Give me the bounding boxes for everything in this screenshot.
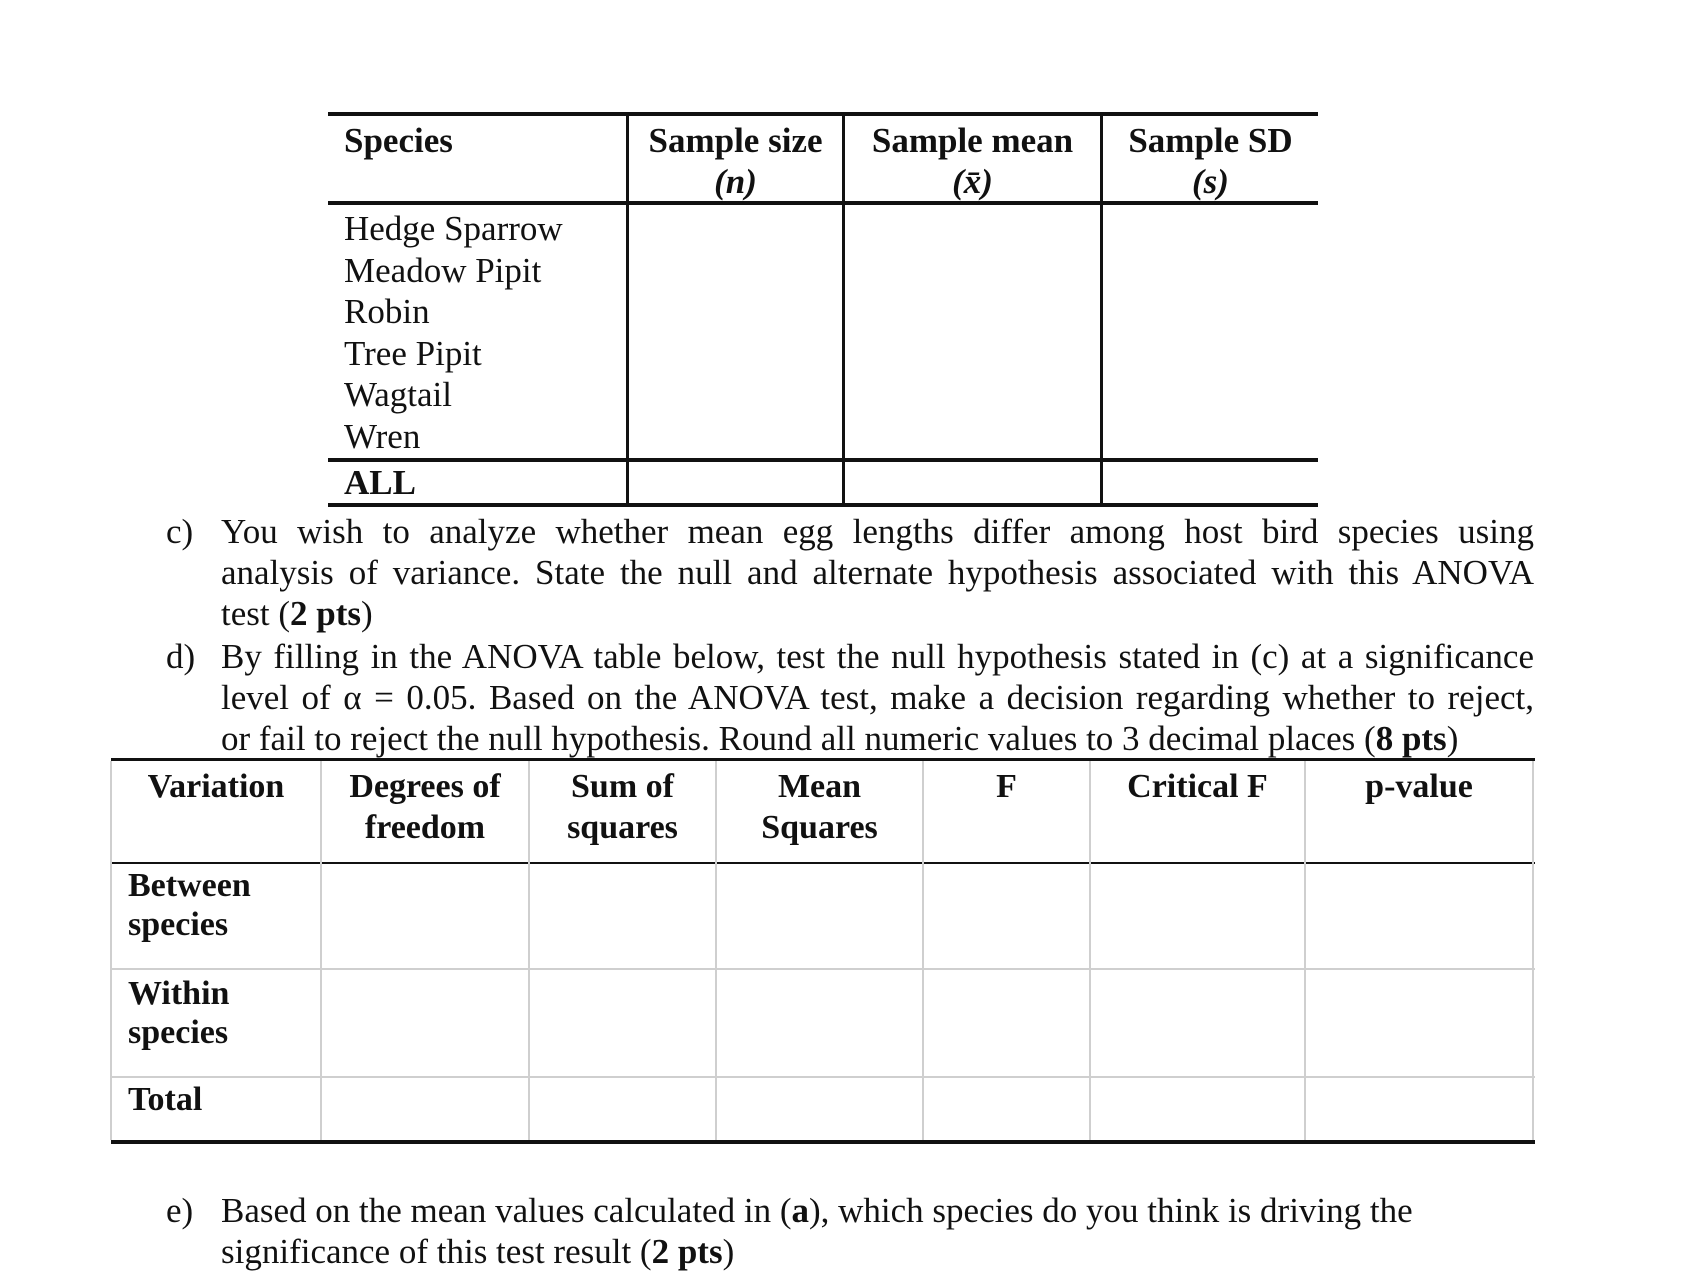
species-item: Tree Pipit	[344, 333, 482, 373]
anova-col-rule	[1089, 761, 1091, 1140]
p-value-header: p-value	[1365, 768, 1473, 805]
question-e-line: Based on the mean values calculated in (a), which species do you think is driving the	[221, 1191, 1413, 1230]
species-header: Species	[344, 121, 453, 160]
species-table-bottom-rule	[328, 503, 1318, 507]
question-d-line: By filling in the ANOVA table below, test the null hypothesis stated in (c) at a significance	[221, 637, 1534, 676]
species-list	[344, 208, 614, 457]
species-item: Wagtail	[344, 375, 452, 414]
sample-mean-header	[845, 120, 1100, 202]
points-label: 2 pts	[651, 1232, 723, 1271]
question-d-line: level of α = 0.05. Based on the ANOVA test, make a decision regarding whether to reject,	[221, 678, 1534, 717]
species-item: Hedge Sparrow	[344, 209, 563, 248]
species-item: Robin	[344, 292, 430, 331]
species-item: Wren	[344, 416, 421, 456]
sum-of-squares-header: Sum of squares	[567, 768, 678, 846]
total-label: Total	[128, 1081, 203, 1118]
sample-sd-label: Sample SD	[1128, 121, 1293, 160]
question-c-line: You wish to analyze whether mean egg lengths differ among host bird species using	[221, 512, 1534, 551]
within-species-label: Within species	[128, 975, 230, 1051]
sample-size-symbol: (n)	[714, 162, 757, 201]
anova-bottom-rule	[111, 1140, 1535, 1144]
sample-mean-label: Sample mean	[871, 121, 1074, 160]
anova-col-rule	[1304, 761, 1306, 1140]
part-ref: a	[791, 1191, 809, 1230]
anova-row-rule	[111, 1076, 1535, 1078]
sample-sd-symbol: (s)	[1192, 162, 1229, 201]
degrees-of-freedom-header: Degrees of freedom	[349, 768, 501, 846]
sample-size-label: Sample size	[648, 121, 823, 160]
question-e-line: significance of this test result (2 pts)	[221, 1232, 735, 1271]
question-c-line: analysis of variance. State the null and alternate hypothesis associated with this ANOVA	[221, 553, 1534, 592]
between-species-label: Between species	[128, 867, 251, 943]
species-table-top-rule	[328, 112, 1318, 116]
sample-sd-header	[1103, 120, 1318, 202]
anova-header-rule	[111, 862, 1535, 864]
all-row-label: ALL	[344, 463, 416, 502]
variation-header: Variation	[147, 768, 285, 805]
points-label: 8 pts	[1375, 719, 1447, 758]
species-table-all-rule	[328, 458, 1318, 462]
critical-f-header: Critical F	[1127, 768, 1268, 805]
question-c-letter: c)	[166, 512, 194, 551]
question-d-letter: d)	[166, 637, 196, 676]
anova-col-rule	[922, 761, 924, 1140]
question-c-line: test (2 pts)	[221, 594, 373, 633]
sample-size-header	[629, 120, 842, 202]
mean-squares-header: Mean Squares	[761, 768, 878, 846]
question-e-letter: e)	[166, 1191, 194, 1230]
points-label: 2 pts	[290, 594, 362, 633]
species-item: Meadow Pipit	[344, 250, 542, 290]
f-header: F	[996, 768, 1017, 805]
anova-row-rule	[111, 968, 1535, 970]
anova-col-rule	[1532, 761, 1534, 1140]
anova-top-rule	[111, 758, 1535, 761]
question-d-line: or fail to reject the null hypothesis. Round all numeric values to 3 decimal places (8 pts)	[221, 719, 1459, 758]
sample-mean-symbol: (x̄)	[952, 162, 993, 201]
anova-col-rule	[110, 761, 112, 1140]
